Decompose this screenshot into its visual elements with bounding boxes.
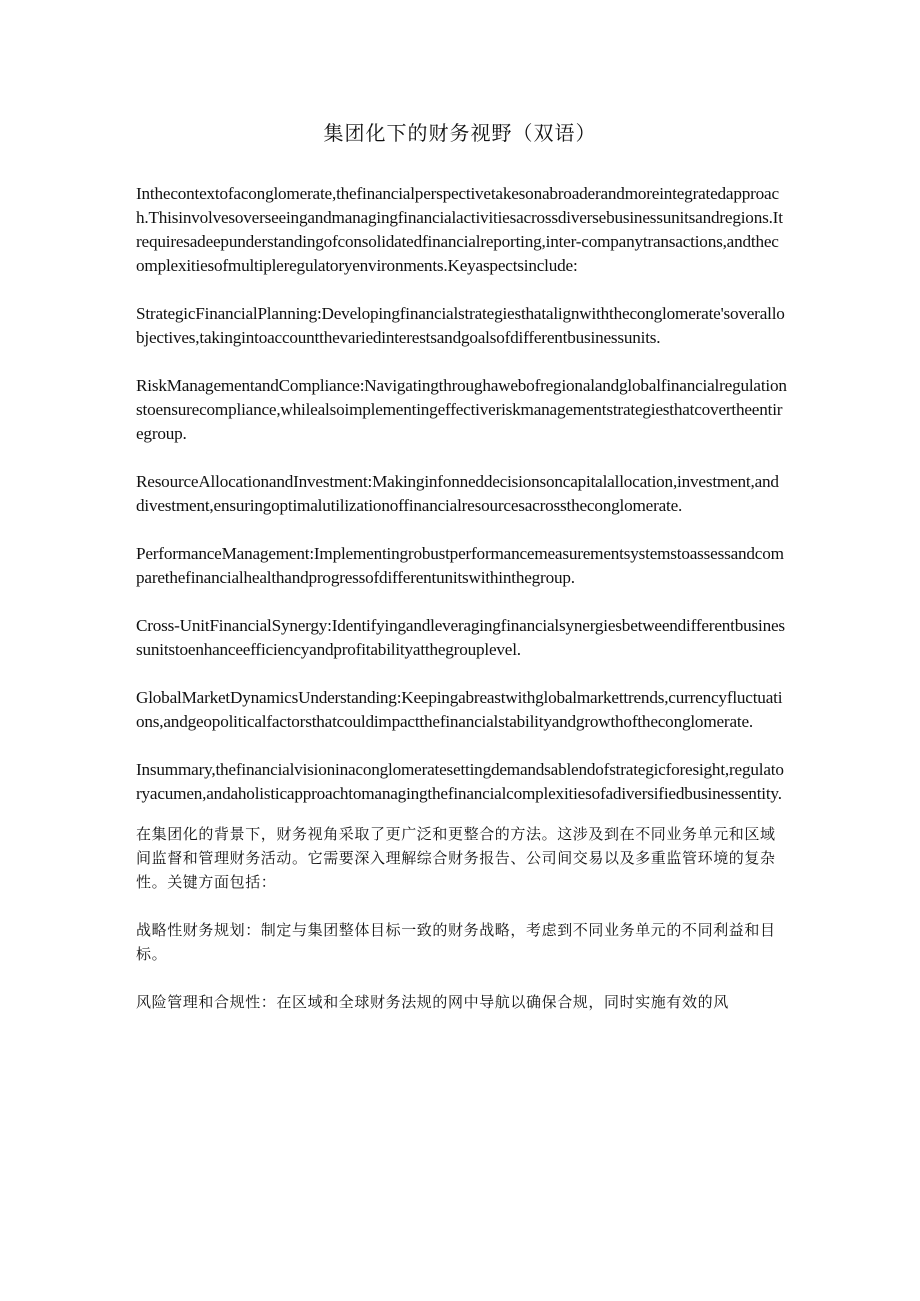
risk-compliance-paragraph-en: RiskManagementandCompliance:Navigatingthroughawebofregionalandglobalfinancialregulationstoensurecompliance,whilealsoimplementingeffectiveriskmanagementstrategiesthatcovertheentiregroup. bbox=[136, 376, 787, 443]
risk-compliance-paragraph-zh: 风险管理和合规性：在区域和全球财务法规的网中导航以确保合规，同时实施有效的风 bbox=[136, 993, 729, 1011]
intro-paragraph-en: Inthecontextofaconglomerate,thefinancialperspectivetakesonabroaderandmoreintegratedapproach.Thisinvolvesoverseeingandmanagingfinancialactivitiesacrossdiversebusinessunitsandregions.Itrequiresadeepunderstandingofconsolidatedfinancialreporting,inter-companytransactions,andthecomplexitiesofmultipleregulatoryenvironments.Keyaspectsinclude: bbox=[136, 184, 783, 275]
summary-paragraph-en: Insummary,thefinancialvisioninaconglomeratesettingdemandsablendofstrategicforesight,regulatoryacumen,andaholisticapproachtomanagingthefinancialcomplexitiesofadiversifiedbusinessentity. bbox=[136, 760, 784, 803]
cross-unit-synergy-paragraph-en: Cross-UnitFinancialSynergy:Identifyingandleveragingfinancialsynergiesbetweendifferentbusinessunitstoenhanceefficiencyandprofitabilityatthegrouplevel. bbox=[136, 616, 785, 659]
document-body bbox=[136, 182, 787, 1038]
strategic-planning-paragraph-en: StrategicFinancialPlanning:Developingfinancialstrategiesthatalignwiththeconglomerate'soverallobjectives,takingintoaccountthevariedinterestsandgoalsofdifferentbusinessunits. bbox=[136, 304, 785, 347]
document-title: 集团化下的财务视野（双语） bbox=[323, 121, 597, 145]
resource-allocation-paragraph-en: ResourceAllocationandInvestment:Makinginfonneddecisionsoncapitalallocation,investment,anddivestment,ensuringoptimalutilizationoffinancialresourcesacrosstheconglomerate. bbox=[136, 472, 779, 515]
performance-management-paragraph-en: PerformanceManagement:Implementingrobustperformancemeasurementsystemstoassessandcomparethefinancialhealthandprogressofdifferentunitswithinthegroup. bbox=[136, 544, 784, 587]
intro-paragraph-zh: 在集团化的背景下，财务视角采取了更广泛和更整合的方法。这涉及到在不同业务单元和区域间监督和管理财务活动。它需要深入理解综合财务报告、公司间交易以及多重监管环境的复杂性。关键方面包括： bbox=[136, 825, 776, 891]
strategic-planning-paragraph-zh: 战略性财务规划：制定与集团整体目标一致的财务战略，考虑到不同业务单元的不同利益和目标。 bbox=[136, 921, 776, 963]
global-market-paragraph-en: GlobalMarketDynamicsUnderstanding:Keepingabreastwithglobalmarkettrends,currencyfluctuations,andgeopoliticalfactorsthatcouldimpactthefinancialstabilityandgrowthoftheconglomerate. bbox=[136, 688, 783, 731]
